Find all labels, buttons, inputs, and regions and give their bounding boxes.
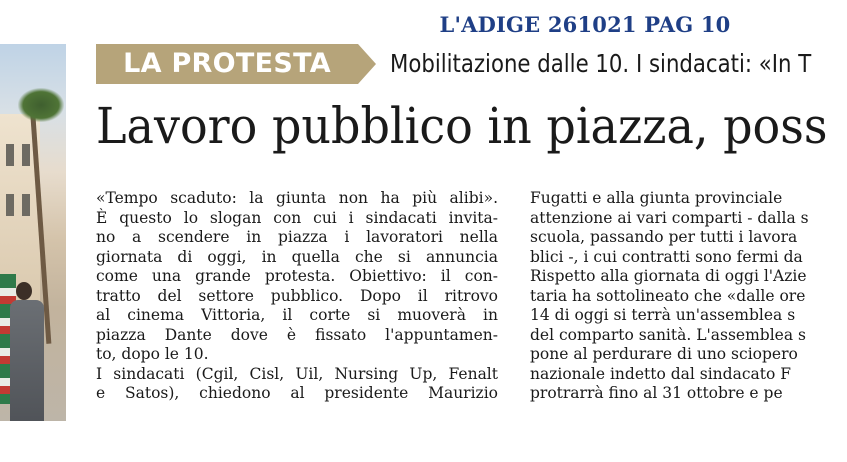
palm-tree-leaves — [18, 88, 64, 122]
article-column-1 — [96, 189, 498, 404]
text-line: taria ha sottolineato che «dalle ore — [530, 286, 806, 305]
text-line: Fugatti e alla giunta provinciale — [530, 189, 783, 207]
window — [6, 194, 14, 216]
text-line: piazza Dante dove è fissato l'appuntamen- — [96, 325, 498, 344]
text-line: no a scendere in piazza i lavoratori nella — [96, 228, 498, 246]
text-line: al cinema Vittoria, il corte si muoverà in — [96, 306, 498, 324]
text-line: scuola, passando per tutti i lavora — [530, 228, 798, 246]
subtitle: Mobilitazione dalle 10. I sindacati: «In T — [390, 49, 812, 78]
window — [22, 194, 30, 216]
text-line: È questo lo slogan con cui i sindacati invita- — [96, 208, 498, 227]
article-column-2 — [530, 189, 847, 404]
text-line: Rispetto alla giornata di oggi l'Azie — [530, 267, 807, 285]
text-line: del comparto sanità. L'assemblea s — [530, 325, 806, 344]
text-line: to, dopo le 10. — [96, 345, 209, 363]
text-line: «Tempo scaduto: la giunta non ha più alibi». — [96, 189, 498, 207]
person-body — [10, 300, 44, 421]
headline: Lavoro pubblico in piazza, poss — [96, 97, 828, 155]
text-line: attenzione ai vari comparti - dalla s — [530, 208, 809, 227]
person-head — [16, 282, 32, 300]
protest-photo — [0, 44, 66, 421]
text-line: pone al perdurare di uno sciopero — [530, 345, 798, 363]
text-line: I sindacati (Cgil, Cisl, Uil, Nursing Up, Fenalt — [96, 364, 498, 383]
text-line: blici -, i cui contratti sono fermi da — [530, 247, 803, 266]
text-line: nazionale indetto dal sindacato F — [530, 364, 791, 383]
text-line: protrarrà fino al 31 ottobre e pe — [530, 384, 783, 402]
text-line: tratto del settore pubblico. Dopo il ritrovo — [96, 286, 498, 305]
source-line — [0, 12, 847, 37]
text-line: e Satos), chiedono al presidente Maurizio — [96, 384, 498, 402]
source-text: L'ADIGE 261021 PAG 10 — [439, 12, 731, 37]
window — [22, 144, 30, 166]
kicker-label: LA PROTESTA — [123, 48, 331, 79]
text-line: come una grande protesta. Obiettivo: il con- — [96, 267, 498, 285]
window — [6, 144, 14, 166]
section-kicker — [96, 44, 380, 84]
text-line: 14 di oggi si terrà un'assemblea s — [530, 306, 796, 324]
text-line: giornata di oggi, in quella che si annuncia — [96, 247, 498, 266]
